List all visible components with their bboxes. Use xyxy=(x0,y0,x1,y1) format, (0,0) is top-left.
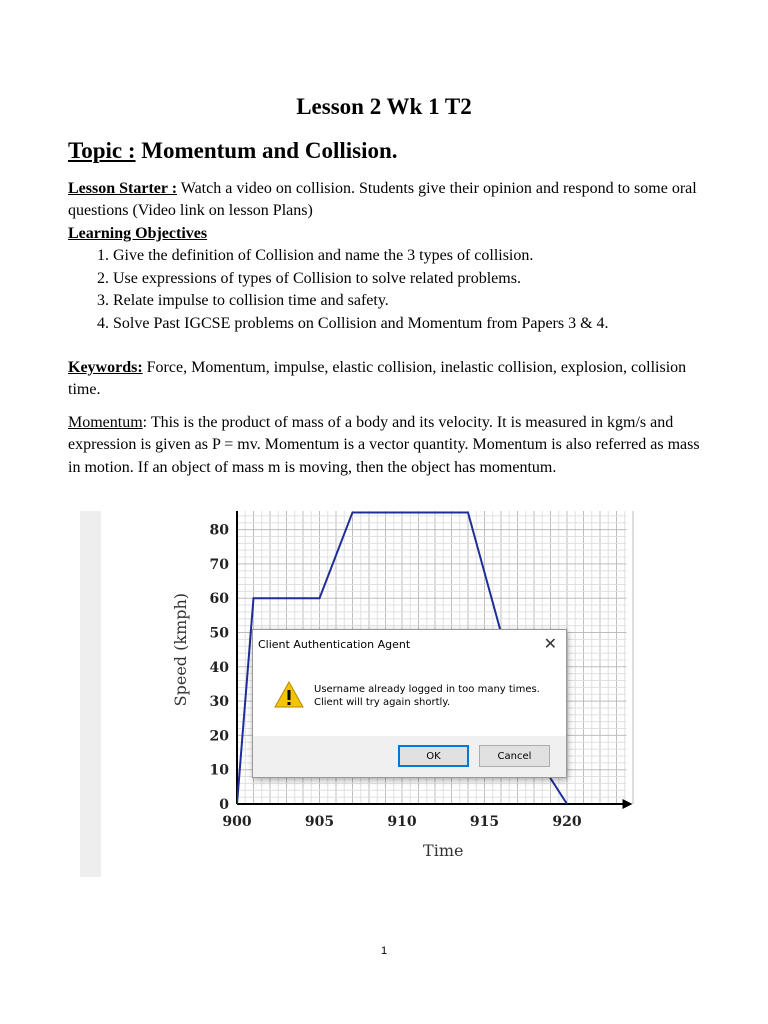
keywords-text: Force, Momentum, impulse, elastic collision, inelastic collision, explosion, collision time. xyxy=(68,359,687,399)
cancel-button[interactable]: Cancel xyxy=(479,745,550,767)
x-axis-arrow xyxy=(623,799,633,809)
objective-item: 1. Give the definition of Collision and name the 3 types of collision. xyxy=(113,245,700,267)
y-tick-label: 50 xyxy=(209,625,229,642)
y-tick-label: 40 xyxy=(209,659,229,676)
objectives-list xyxy=(68,245,700,335)
momentum-text: : This is the product of mass of a body and its velocity. It is measured in kgm/s and expression is given as P = mv. Momentum is a vector quantity. Momentum is also referred as mass in motion. If an object of mass m is moving, then the object has momentum. xyxy=(68,414,700,476)
momentum-label: Momentum xyxy=(68,414,143,431)
lesson-title: Lesson 2 Wk 1 T2 xyxy=(296,94,472,119)
momentum-definition xyxy=(68,412,700,479)
chart-left-strip xyxy=(80,511,101,877)
page-number: 1 xyxy=(380,945,388,957)
learning-objectives xyxy=(68,223,700,335)
lesson-starter xyxy=(68,178,700,223)
warning-icon xyxy=(274,681,304,709)
objective-item: 4. Solve Past IGCSE problems on Collision and Momentum from Papers 3 & 4. xyxy=(113,313,700,335)
keywords-label: Keywords: xyxy=(68,359,143,376)
x-tick-label: 905 xyxy=(304,814,335,830)
y-tick-label: 70 xyxy=(209,556,229,573)
keywords xyxy=(68,357,700,402)
x-axis-label: Time xyxy=(423,841,464,860)
x-tick-label: 915 xyxy=(469,814,500,830)
topic-text: Momentum and Collision. xyxy=(135,138,398,163)
y-tick-label: 60 xyxy=(209,591,229,608)
y-tick-label: 30 xyxy=(209,694,229,711)
auth-dialog xyxy=(252,629,567,778)
x-tick-label: 910 xyxy=(387,814,417,830)
dialog-body xyxy=(253,662,566,736)
y-tick-label: 10 xyxy=(209,762,229,779)
dialog-footer xyxy=(253,736,566,777)
lesson-starter-text: Watch a video on collision. Students give their opinion and respond to some oral questions (Video link on lesson Plans) xyxy=(68,180,697,220)
dialog-message xyxy=(314,683,540,709)
x-tick-label: 900 xyxy=(222,814,252,830)
y-tick-label: 0 xyxy=(219,797,229,813)
y-tick-label: 80 xyxy=(209,522,229,539)
y-tick-label: 20 xyxy=(209,728,229,745)
dialog-title: Client Authentication Agent xyxy=(258,638,411,651)
objective-item: 3. Relate impulse to collision time and safety. xyxy=(113,290,700,312)
topic-label: Topic : xyxy=(68,138,136,163)
objectives-label: Learning Objectives xyxy=(68,225,208,242)
lesson-starter-label: Lesson Starter : xyxy=(68,180,178,197)
topic-heading xyxy=(68,138,398,164)
objective-item: 2. Use expressions of types of Collision to solve related problems. xyxy=(113,268,700,290)
y-axis-label: Speed (kmph) xyxy=(171,592,190,707)
x-tick-label: 920 xyxy=(552,814,582,830)
close-icon[interactable]: ✕ xyxy=(543,634,557,653)
dialog-message-line1: Username already logged in too many times. xyxy=(314,684,540,695)
ok-button[interactable]: OK xyxy=(398,745,469,767)
dialog-message-line2: Client will try again shortly. xyxy=(314,697,450,708)
